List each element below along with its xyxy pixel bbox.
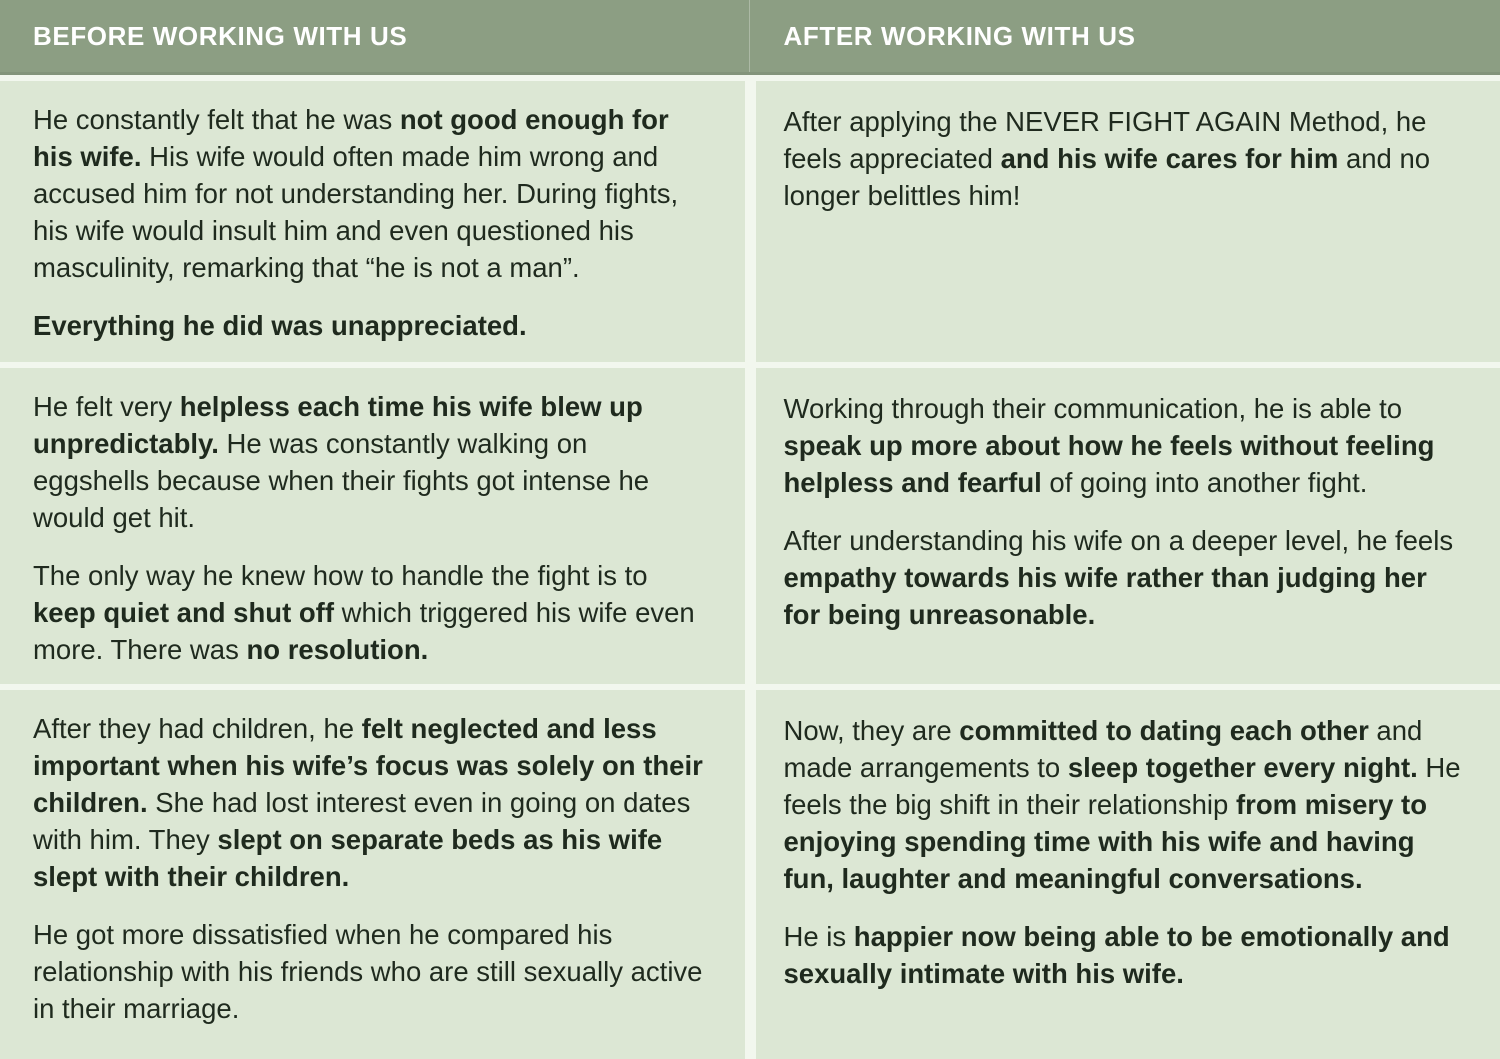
paragraph: After they had children, he felt neglected and less important when his wife’s focus was solely on their children. She had lost interest even in going on dates with him. They slept on separate beds as his wife slept with their children.	[33, 713, 703, 892]
paragraph: He constantly felt that he was not good enough for his wife. His wife would often made him wrong and accused him for not understanding her. During fights, his wife would insult him and even questioned his masculinity, remarking that “he is not a man”.	[33, 104, 679, 283]
paragraph: He got more dissatisfied when he compared his relationship with his friends who are still sexually active in their marriage.	[33, 919, 703, 1024]
column-header-after: AFTER WORKING WITH US	[783, 20, 1136, 51]
row-3-before-cell	[0, 690, 745, 1059]
paragraph: After applying the NEVER FIGHT AGAIN Method, he feels appreciated and his wife cares for him and no longer belittles him!	[783, 106, 1431, 211]
paragraph: After understanding his wife on a deeper level, he feels empathy towards his wife rather than judging her for being unreasonable.	[783, 525, 1454, 630]
paragraph: He is happier now being able to be emotionally and sexually intimate with his wife.	[783, 921, 1450, 989]
paragraph: Working through their communication, he is able to speak up more about how he feels without feeling helpless and fearful of going into another fight.	[783, 393, 1435, 498]
row-3-after-cell	[756, 690, 1500, 1059]
row-2-after-cell	[756, 368, 1500, 684]
column-header-before: BEFORE WORKING WITH US	[33, 20, 408, 51]
row-1-after-cell	[756, 81, 1500, 362]
paragraph: The only way he knew how to handle the fight is to keep quiet and shut off which triggered his wife even more. There was no resolution.	[33, 560, 695, 665]
row-1-before-cell	[0, 81, 745, 362]
row-2-before-cell	[0, 368, 745, 684]
table-header-row	[0, 0, 1500, 75]
paragraph: Everything he did was unappreciated.	[33, 310, 527, 341]
paragraph: Now, they are committed to dating each other and made arrangements to sleep together every night. He feels the big shift in their relationship from misery to enjoying spending time with his wife and having fun, laughter and meaningful conversations.	[783, 715, 1461, 894]
paragraph: He felt very helpless each time his wife blew up unpredictably. He was constantly walking on eggshells because when their fights got intense he would get hit.	[33, 391, 650, 533]
